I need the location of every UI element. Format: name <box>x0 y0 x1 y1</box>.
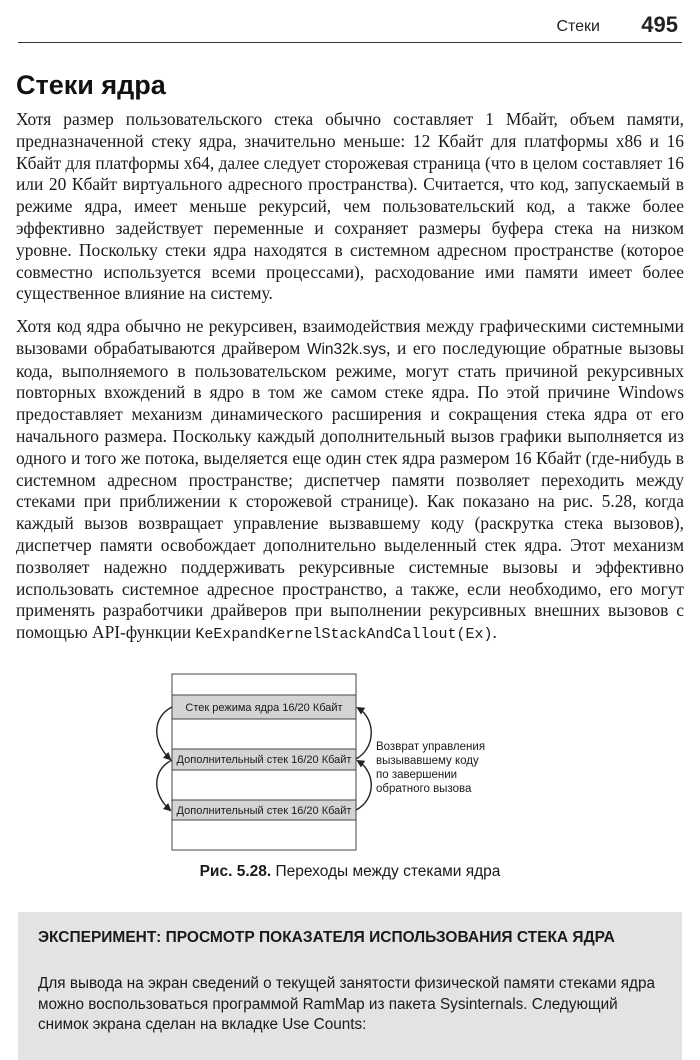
annotation-line-2: вызывавшему коду <box>376 755 479 767</box>
stack-block <box>172 719 356 749</box>
body-paragraph-2 <box>16 316 684 646</box>
return-annotation <box>376 741 485 795</box>
body-paragraph-1: Хотя размер пользовательского стека обычно составляет 1 Мбайт, объем памяти, предназначенной стеку ядра, значительно меньше: 12 Кбайт для платформы x86 и 16 Кбайт для платформы x64, далее следует сторожевая страница (что в целом составляет 16 или 20 Кбайт виртуального адресного пространства). Считается, что код, запускаемый в режиме ядра, имеет меньше рекурсий, чем пользовательский код, а также более эффективно задействует переменные и сохраняет размеры буфера стека на низком уровне. Поскольку стеки ядра находятся в системном адресном пространстве (которое совместно используется всеми процессами), расходование ими памяти имеет более существенное влияние на систему. <box>16 109 684 304</box>
stack-block <box>172 770 356 800</box>
annotation-line-3: по завершении <box>376 769 458 781</box>
section-title: Стеки ядра <box>16 70 166 100</box>
running-header-section: Стеки <box>556 18 600 35</box>
figure-caption-text: Переходы между стеками ядра <box>275 863 501 880</box>
paragraph-2-text-b: , и его последующие обратные вызовы кода, выполняемого в пользовательском режиме, могут стать причиной рекурсивных повторных вхождений в ядро в том же самом стеке ядра. По этой причине Windows предоставляет механизм динамического расширения и сокращения стека ядра от его начального размера. Поскольку каждый дополнительный вызов графики выполняется из одного и того же потока, выделяется еще один стек ядра размером 16 Кбайт (где-нибудь в системном адресном пространстве; диспетчер памяти позволяет переходить между стеками при приближении к сторожевой странице). Как показано на рис. 5.28, когда каждый вызов возвращает управление вызвавшему коду (раскрутка стека вызовов), диспетчер памяти освобождает дополнительно выделенный стек ядра. Этот механизм позволяет надежно поддерживать рекурсивные системные вызовы и эффективно использовать системное адресное пространство, а также, если необходимо, его могут применять разработчики драйверов при выполнении рекурсивных внешних вызовов с помощью API-функции <box>16 337 684 643</box>
experiment-text: Для вывода на экран сведений о текущей занятости физической памяти стеками ядра можно воспользоваться программой RamMap из пакета Sysinternals. Следующий снимок экрана сделан на вкладке Use Counts: <box>38 975 655 1033</box>
annotation-line-1: Возврат управления <box>376 741 486 753</box>
page-number: 495 <box>641 12 678 37</box>
stack-label-extra-1: Дополнительный стек 16/20 Кбайт <box>176 754 352 766</box>
figure-caption <box>0 863 700 881</box>
paragraph-2-text-a: Хотя код ядра обычно не рекурсивен, взаимодействия между графическими системными вызовами обрабатываются драйвером <box>16 316 684 358</box>
stack-column <box>172 674 356 850</box>
running-header <box>18 8 682 43</box>
stack-block <box>172 820 356 850</box>
arrow-down-1 <box>157 707 172 759</box>
experiment-title: ЭКСПЕРИМЕНТ: ПРОСМОТР ПОКАЗАТЕЛЯ ИСПОЛЬЗОВАНИЯ СТЕКА ЯДРА <box>38 929 615 946</box>
paragraph-2-text-c: . <box>492 622 497 643</box>
driver-name: Win32k.sys <box>306 340 387 358</box>
arrow-return-2 <box>356 708 371 759</box>
kernel-stack-diagram <box>150 672 550 862</box>
arrow-down-2 <box>157 760 172 810</box>
figure-caption-label: Рис. 5.28. <box>199 863 272 880</box>
api-function-name: KeExpandKernelStackAndCallout(Ex) <box>195 626 493 644</box>
annotation-line-4: обратного вызова <box>376 783 472 795</box>
stack-label-extra-2: Дополнительный стек 16/20 Кбайт <box>176 805 352 817</box>
stack-label-kernel: Стек режима ядра 16/20 Кбайт <box>185 702 343 714</box>
stack-block <box>172 674 356 695</box>
arrow-return-1 <box>356 761 371 810</box>
experiment-box <box>18 912 682 1060</box>
